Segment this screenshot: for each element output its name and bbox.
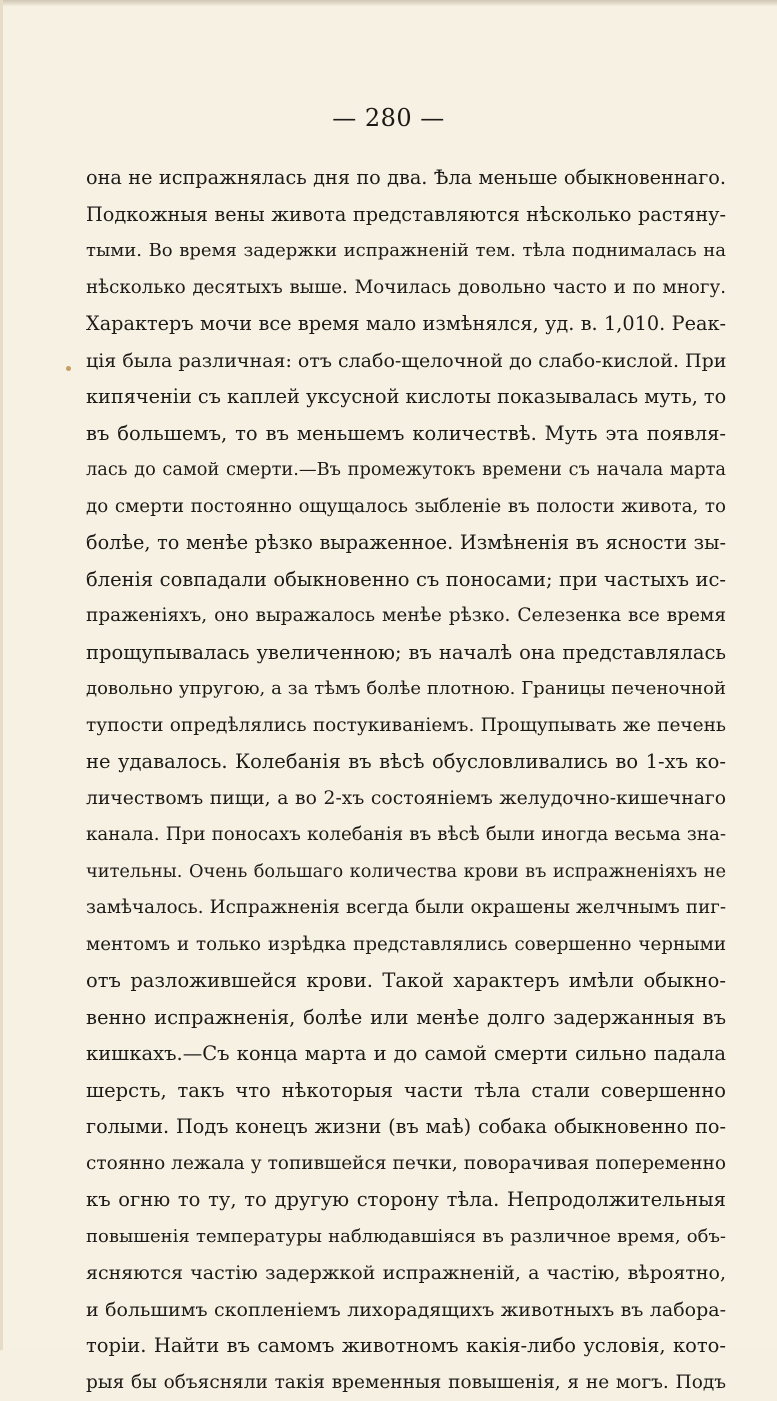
text-line: стоянно лежала у топившейся печки, поворачивая попеременно	[86, 1146, 726, 1183]
text-line: торіи. Найти въ самомъ животномъ какія-либо условія, кото-	[86, 1328, 726, 1365]
text-line: ція была различная: отъ слабо-щелочной до слабо-кислой. При	[86, 343, 726, 380]
text-line: тыми. Во время задержки испражненій тем. тѣла поднималась на	[86, 233, 726, 270]
text-line: отъ разложившейся крови. Такой характеръ имѣли обыкно-	[86, 963, 726, 1000]
text-line: до смерти постоянно ощущалось зыбленіе въ полости живота, то	[86, 489, 726, 526]
ink-speck	[66, 366, 71, 371]
text-line: прощупывалась увеличенною; въ началѣ она представлялась	[86, 635, 726, 672]
text-line: къ огню то ту, то другую сторону тѣла. Непродолжительныя	[86, 1182, 726, 1219]
page-number: — 280 —	[0, 104, 777, 132]
text-line: ясняются частію задержкой испражненій, а частію, вѣроятно,	[86, 1255, 726, 1292]
text-line: въ большемъ, то въ меньшемъ количествѣ. Муть эта появля-	[86, 416, 726, 453]
text-line: замѣчалось. Испражненія всегда были окрашены желчнымъ пиг-	[86, 890, 726, 927]
page-top-edge	[0, 0, 777, 6]
text-line: повышенія температуры наблюдавшіяся въ различное время, объ-	[86, 1219, 726, 1256]
text-line: канала. При поносахъ колебанія въ вѣсѣ были иногда весьма зна-	[86, 817, 726, 854]
text-line: довольно упругою, а за тѣмъ болѣе плотною. Границы печеночной	[86, 671, 726, 708]
text-line: Подкожныя вены живота представляются нѣсколько растяну-	[86, 197, 726, 234]
text-line: чительны. Очень большаго количества крови въ испражненіяхъ не	[86, 854, 726, 891]
text-line: тупости опредѣлялись постукиваніемъ. Прощупывать же печень	[86, 708, 726, 745]
text-line: и большимъ скопленіемъ лихорадящихъ животныхъ въ лабора-	[86, 1292, 726, 1329]
text-line: нѣсколько десятыхъ выше. Мочилась довольно часто и по многу.	[86, 270, 726, 307]
text-line: кишкахъ.—Съ конца марта и до самой смерти сильно падала	[86, 1036, 726, 1073]
text-line: бленія совпадали обыкновенно съ поносами; при частыхъ ис-	[86, 562, 726, 599]
text-line: Характеръ мочи все время мало измѣнялся, уд. в. 1,010. Реак-	[86, 306, 726, 343]
text-line: рыя бы объясняли такія временныя повышенія, я не могъ. Подъ	[86, 1365, 726, 1401]
text-line: шерсть, такъ что нѣкоторыя части тѣла стали совершенно	[86, 1073, 726, 1110]
body-text	[86, 160, 726, 1401]
text-line: праженіяхъ, оно выражалось менѣе рѣзко. Селезенка все время	[86, 598, 726, 635]
text-line: она не испражнялась дня по два. Ѣла меньше обыкновеннаго.	[86, 160, 726, 197]
text-line: голыми. Подъ конецъ жизни (въ маѣ) собака обыкновенно по-	[86, 1109, 726, 1146]
text-line: кипяченіи съ каплей уксусной кислоты показывалась муть, то	[86, 379, 726, 416]
text-line: венно испражненія, болѣе или менѣе долго задержанныя въ	[86, 1000, 726, 1037]
text-line: лась до самой смерти.—Въ промежутокъ времени съ начала марта	[86, 452, 726, 489]
text-line: болѣе, то менѣе рѣзко выраженное. Измѣненія въ ясности зы-	[86, 525, 726, 562]
text-line: ментомъ и только изрѣдка представлялись совершенно черными	[86, 927, 726, 964]
text-line: не удавалось. Колебанія въ вѣсѣ обусловливались во 1-хъ ко-	[86, 744, 726, 781]
page-left-edge	[0, 0, 3, 1350]
text-line: личествомъ пищи, а во 2-хъ состояніемъ желудочно-кишечнаго	[86, 781, 726, 818]
